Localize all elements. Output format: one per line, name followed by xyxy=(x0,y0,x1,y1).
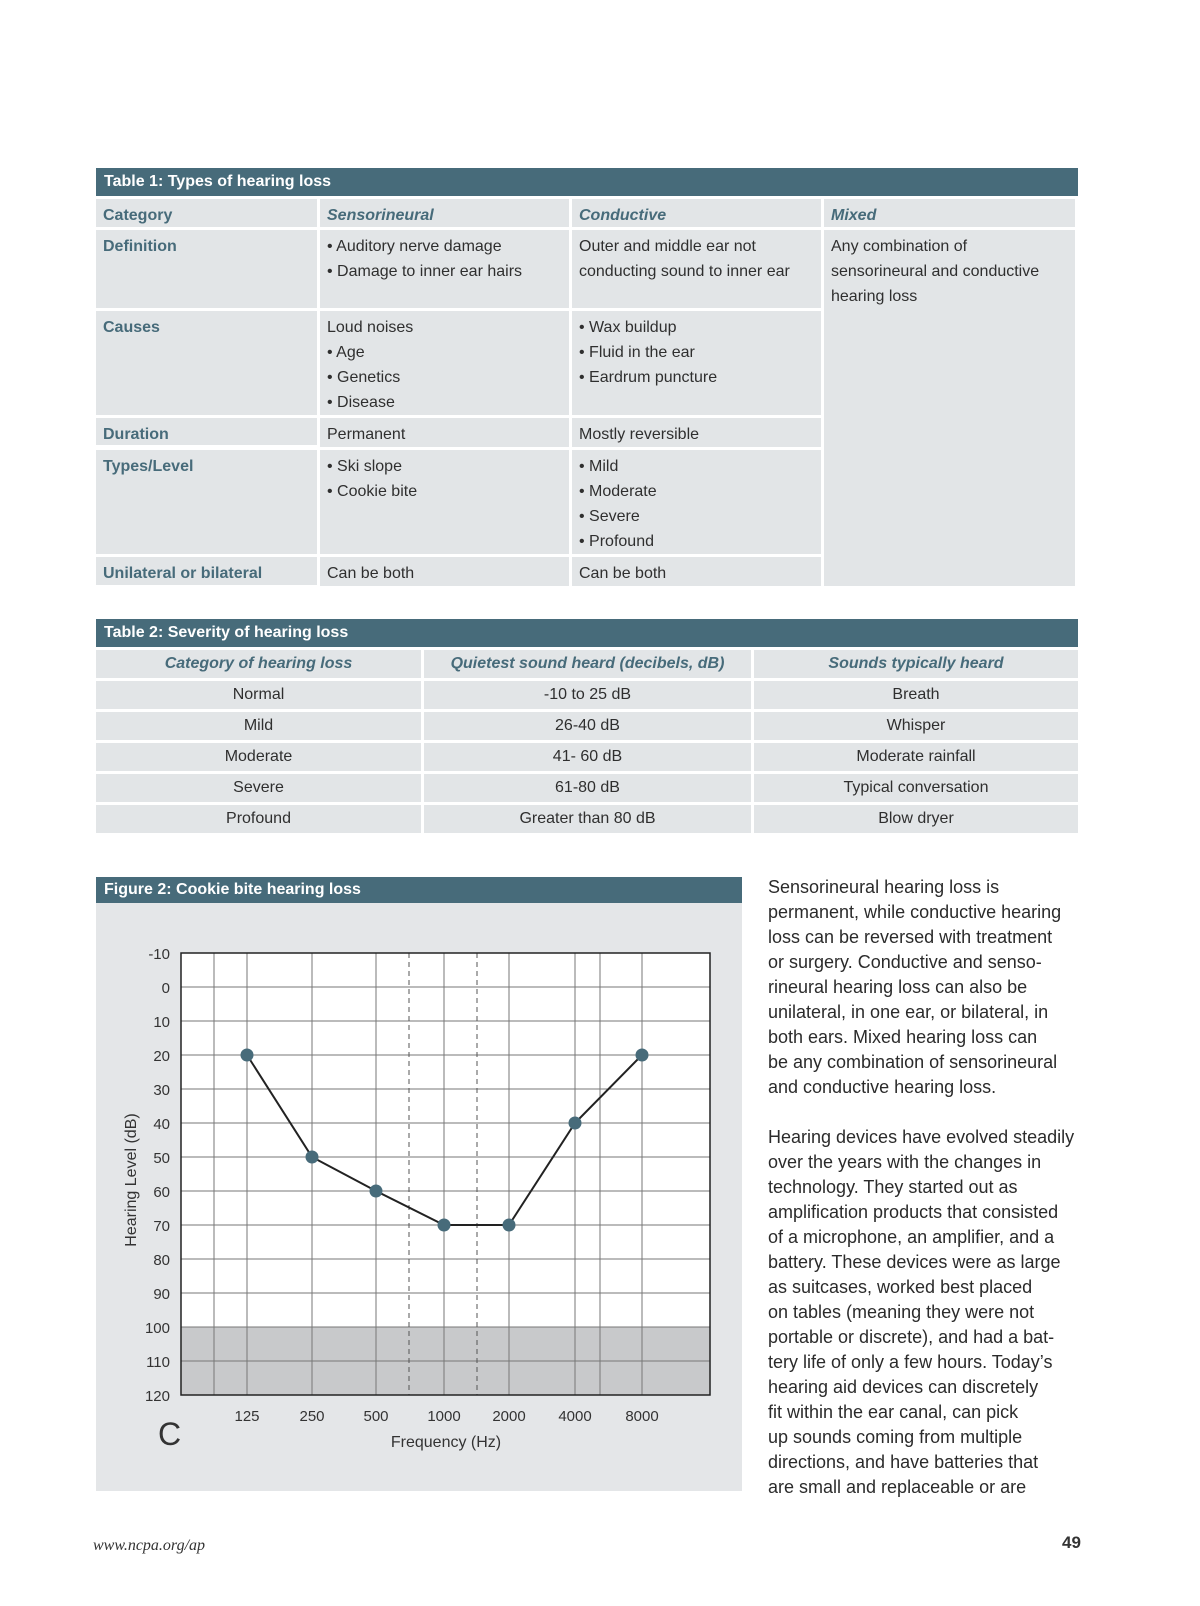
text-line: portable or discrete), and had a bat- xyxy=(768,1327,1055,1347)
data-point xyxy=(241,1049,254,1062)
cell-line: • Age xyxy=(327,344,365,361)
article-paragraph xyxy=(768,875,1098,1100)
text-line: hearing aid devices can discretely xyxy=(768,1377,1039,1397)
causes-sensorineural xyxy=(320,311,569,415)
data-point xyxy=(438,1219,451,1232)
definition-sensorineural xyxy=(320,230,569,308)
table-cell: 26-40 dB xyxy=(424,712,751,740)
table1-grid xyxy=(96,199,1078,586)
cell-line: Permanent xyxy=(327,426,406,443)
text-line: of a microphone, an amplifier, and a xyxy=(768,1227,1055,1247)
y-tick-label: 100 xyxy=(144,1320,170,1337)
text-line: as suitcases, worked best placed xyxy=(768,1277,1033,1297)
table-cell: Profound xyxy=(96,805,421,833)
article-body xyxy=(768,875,1098,1525)
table-cell: Whisper xyxy=(754,712,1078,740)
x-tick-label: 125 xyxy=(234,1408,260,1425)
cell-line: Can be both xyxy=(327,565,415,582)
table-cell: Mild xyxy=(96,712,421,740)
cell-line: Outer and middle ear not xyxy=(579,238,756,255)
unilateral-conductive xyxy=(572,557,821,586)
text-line: and conductive hearing loss. xyxy=(768,1077,997,1097)
y-tick-label: 20 xyxy=(153,1048,170,1065)
table1-header-sensorineural: Sensorineural xyxy=(320,199,569,227)
cell-line: • Genetics xyxy=(327,369,401,386)
text-line: technology. They started out as xyxy=(768,1177,1018,1197)
x-tick-label: 1000 xyxy=(427,1408,461,1425)
y-tick-label: 30 xyxy=(153,1082,170,1099)
duration-sensorineural xyxy=(320,418,569,447)
y-tick-label: 10 xyxy=(153,1014,170,1031)
cell-line: • Auditory nerve damage xyxy=(327,238,502,255)
cell-line: • Disease xyxy=(327,394,395,411)
cell-line: Can be both xyxy=(579,565,667,582)
cell-line: hearing loss xyxy=(831,288,918,305)
cell-line: • Ski slope xyxy=(327,458,402,475)
table-cell: Typical conversation xyxy=(754,774,1078,802)
y-tick-label: 40 xyxy=(153,1116,170,1133)
row-label-types-level: Types/Level xyxy=(96,450,317,554)
cell-line: • Severe xyxy=(579,508,640,525)
y-tick-label: 50 xyxy=(153,1150,170,1167)
x-tick-label: 8000 xyxy=(625,1408,659,1425)
text-line: amplification products that consisted xyxy=(768,1202,1059,1222)
y-tick-label: 70 xyxy=(153,1218,170,1235)
figure-corner-label: C xyxy=(158,1416,182,1452)
x-axis-label: Frequency (Hz) xyxy=(390,1434,502,1451)
table2-header-quietest: Quietest sound heard (decibels, dB) xyxy=(424,650,751,678)
text-line: tery life of only a few hours. Today’s xyxy=(768,1352,1053,1372)
table-cell: Greater than 80 dB xyxy=(424,805,751,833)
data-point xyxy=(569,1117,582,1130)
row-label-causes: Causes xyxy=(96,311,317,415)
table2-header-category: Category of hearing loss xyxy=(96,650,421,678)
table-types-of-hearing-loss xyxy=(96,168,1078,586)
cell-line: • Wax buildup xyxy=(579,319,677,336)
audiogram-chart xyxy=(96,903,742,1491)
y-axis-label: Hearing Level (dB) xyxy=(123,1113,140,1247)
types-conductive xyxy=(572,450,821,554)
table-cell: Normal xyxy=(96,681,421,709)
table-cell: -10 to 25 dB xyxy=(424,681,751,709)
table-cell: Blow dryer xyxy=(754,805,1078,833)
x-tick-label: 4000 xyxy=(558,1408,592,1425)
table1-header-mixed: Mixed xyxy=(824,199,1075,227)
y-tick-label: 60 xyxy=(153,1184,170,1201)
text-line: are small and replaceable or are xyxy=(768,1477,1027,1497)
text-line: directions, and have batteries that xyxy=(768,1452,1039,1472)
article-paragraph xyxy=(768,1125,1098,1500)
duration-conductive xyxy=(572,418,821,447)
y-tick-label: 80 xyxy=(153,1252,170,1269)
figure-cookie-bite xyxy=(96,877,742,1491)
table-cell: 61-80 dB xyxy=(424,774,751,802)
y-tick-label: 90 xyxy=(153,1286,170,1303)
figure-title: Figure 2: Cookie bite hearing loss xyxy=(96,877,742,903)
data-point xyxy=(636,1049,649,1062)
table-cell: Moderate rainfall xyxy=(754,743,1078,771)
table-cell: Moderate xyxy=(96,743,421,771)
y-tick-label: 110 xyxy=(146,1354,170,1371)
cell-line: • Damage to inner ear hairs xyxy=(327,263,523,280)
text-line: loss can be reversed with treatment xyxy=(768,927,1053,947)
mixed-definition xyxy=(824,230,1075,586)
y-tick-label: 0 xyxy=(161,980,170,997)
text-line: unilateral, in one ear, or bilateral, in xyxy=(768,1002,1049,1022)
x-tick-label: 2000 xyxy=(492,1408,526,1425)
table-cell: 41- 60 dB xyxy=(424,743,751,771)
types-sensorineural xyxy=(320,450,569,554)
text-line: on tables (meaning they were not xyxy=(768,1302,1035,1322)
text-line: battery. These devices were as large xyxy=(768,1252,1061,1272)
unilateral-sensorineural xyxy=(320,557,569,586)
data-point xyxy=(503,1219,516,1232)
text-line: over the years with the changes in xyxy=(768,1152,1042,1172)
y-tick-label: -10 xyxy=(148,946,170,963)
definition-conductive xyxy=(572,230,821,308)
text-line: or surgery. Conductive and senso- xyxy=(768,952,1042,972)
text-line: be any combination of sensorineural xyxy=(768,1052,1058,1072)
cell-line: Mostly reversible xyxy=(579,426,700,443)
text-line: up sounds coming from multiple xyxy=(768,1427,1023,1447)
text-line: fit within the ear canal, can pick xyxy=(768,1402,1019,1422)
table-severity-of-hearing-loss xyxy=(96,619,1078,833)
cell-line: • Moderate xyxy=(579,483,657,500)
text-line: permanent, while conductive hearing xyxy=(768,902,1062,922)
text-line: Hearing devices have evolved steadily xyxy=(768,1127,1075,1147)
table-cell: Breath xyxy=(754,681,1078,709)
table2-header-sounds: Sounds typically heard xyxy=(754,650,1078,678)
text-line: Sensorineural hearing loss is xyxy=(768,877,1000,897)
data-point xyxy=(370,1185,383,1198)
row-label-unilateral: Unilateral or bilateral xyxy=(96,557,317,585)
footer-url: www.ncpa.org/ap xyxy=(93,1537,206,1554)
text-line: rineural hearing loss can also be xyxy=(768,977,1028,997)
table-cell: Severe xyxy=(96,774,421,802)
table1-header-conductive: Conductive xyxy=(572,199,821,227)
cell-line: Any combination of xyxy=(831,238,968,255)
data-point xyxy=(306,1151,319,1164)
causes-conductive xyxy=(572,311,821,415)
cell-line: • Fluid in the ear xyxy=(579,344,695,361)
row-label-duration: Duration xyxy=(96,418,317,445)
cell-line: • Eardrum puncture xyxy=(579,369,718,386)
cell-line: sensorineural and conductive xyxy=(831,263,1040,280)
table2-grid xyxy=(96,650,1078,833)
x-tick-label: 250 xyxy=(299,1408,325,1425)
table2-title: Table 2: Severity of hearing loss xyxy=(96,619,1078,647)
cell-line: • Cookie bite xyxy=(327,483,418,500)
table1-title: Table 1: Types of hearing loss xyxy=(96,168,1078,196)
cell-line: Loud noises xyxy=(327,319,414,336)
table1-header-category: Category xyxy=(96,199,317,227)
page-number: 49 xyxy=(1062,1533,1081,1552)
text-line: both ears. Mixed hearing loss can xyxy=(768,1027,1038,1047)
cell-line: • Profound xyxy=(579,533,654,550)
row-label-definition: Definition xyxy=(96,230,317,308)
y-tick-label: 120 xyxy=(144,1388,170,1405)
x-tick-label: 500 xyxy=(363,1408,389,1425)
cell-line: conducting sound to inner ear xyxy=(579,263,790,280)
cell-line: • Mild xyxy=(579,458,619,475)
